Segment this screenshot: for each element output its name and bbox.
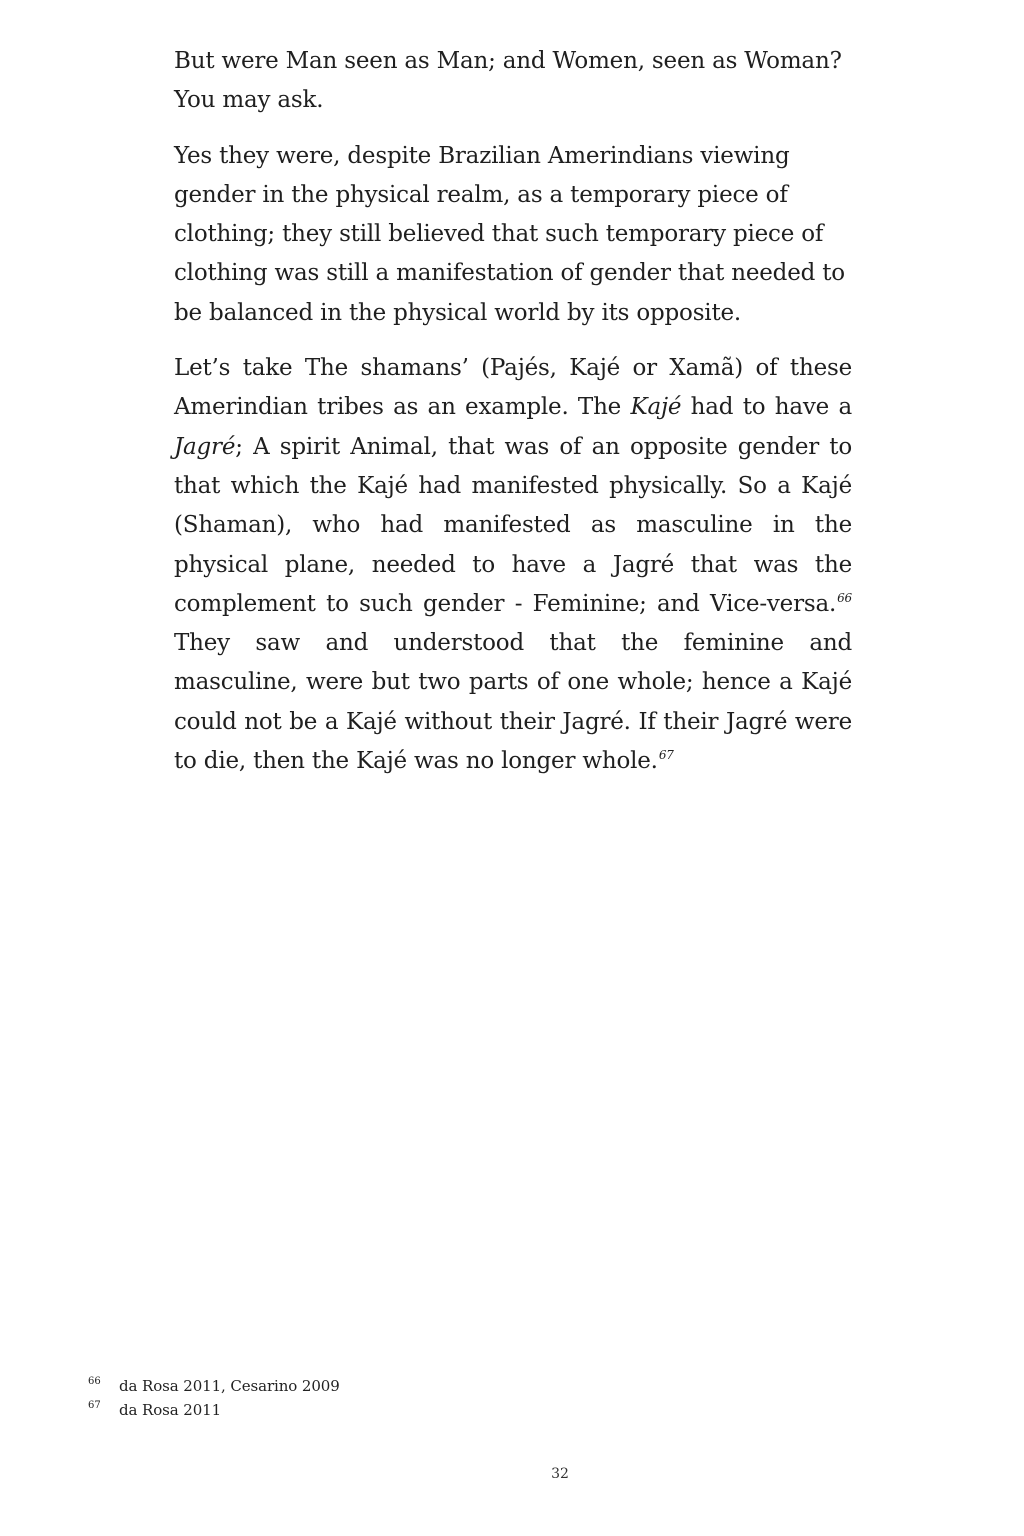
- paragraph-3-text-1: Let’s take The shamans’ (Pajés, Kajé or Xamã) of these Amerindian tribes as an example. The: [174, 355, 852, 421]
- paragraph-3: [174, 349, 852, 781]
- footnote-text: da Rosa 2011, Cesarino 2009: [119, 1377, 340, 1395]
- footnote-67: [88, 1398, 788, 1422]
- term-jagre: Jagré: [174, 433, 236, 460]
- footnote-ref-66[interactable]: 66: [837, 590, 852, 605]
- body-text: [174, 42, 852, 797]
- paragraph-2: Yes they were, despite Brazilian Amerindians viewing gender in the physical realm, as a temporary piece of clothing; they still believed that such temporary piece of clothing was still a manifestation of gender that needed to be balanced in the physical world by its opposite.: [174, 142, 845, 326]
- footnotes: [88, 1374, 788, 1422]
- paragraph-1: But were Man seen as Man; and Women, seen as Woman? You may ask.: [174, 48, 842, 114]
- paragraph-3-text-3: ; A spirit Animal, that was of an opposite gender to that which the Kajé had manifested physically. So a Kajé (Shaman), who had manifested as masculine in the physical plane, needed to have a Jagré that was the complement to such gender - Feminine; and Vice-versa.: [174, 433, 852, 617]
- footnote-ref-67[interactable]: 67: [658, 748, 674, 763]
- paragraph-3-text-2: had to have a: [681, 394, 852, 421]
- footnote-number: 67: [88, 1400, 101, 1411]
- paragraph-3-text-4: They saw and understood that the feminine and masculine, were but two parts of one whole; hence a Kajé could not be a Kajé without their Jagré. If their Jagré were to die, then the Kajé was no longer whole.: [174, 630, 852, 775]
- footnote-number: 66: [88, 1376, 101, 1387]
- page-number: 32: [551, 1466, 569, 1482]
- term-kaje: Kajé: [630, 394, 682, 421]
- footnote-66: [88, 1374, 788, 1398]
- footnote-text: da Rosa 2011: [119, 1401, 222, 1419]
